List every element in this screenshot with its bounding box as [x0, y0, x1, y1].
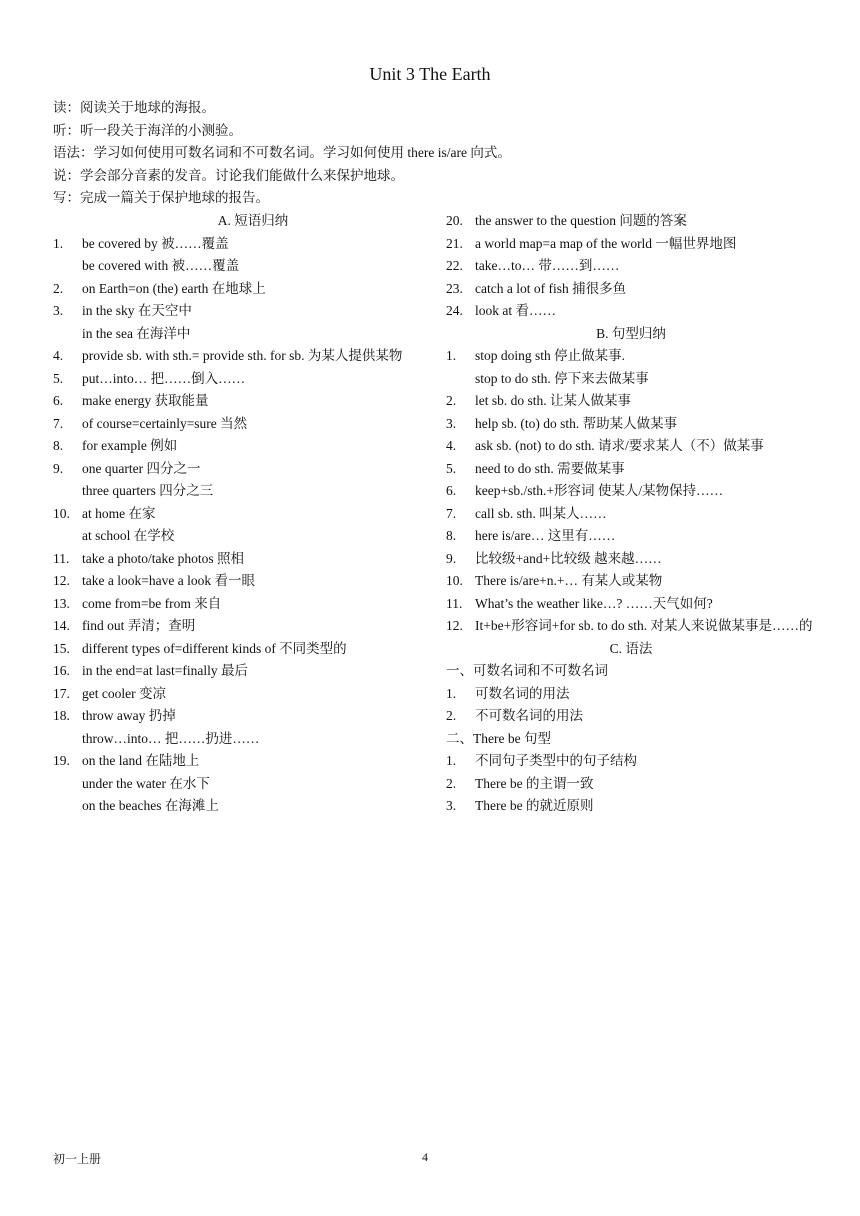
list-item	[446, 300, 816, 323]
list-item	[53, 480, 423, 503]
list-item	[446, 278, 816, 301]
item-number: 1.	[446, 348, 457, 363]
item-number: 7.	[53, 415, 64, 431]
item-number: 12.	[446, 618, 463, 633]
item-text: come from=be from 来自	[82, 595, 222, 611]
list-item	[446, 548, 816, 571]
item-text: throw…into… 把……扔进……	[82, 730, 260, 746]
list-item	[53, 773, 423, 796]
footer-book-label: 初一上册	[53, 1152, 102, 1166]
item-number: 1.	[53, 235, 64, 251]
item-text: one quarter 四分之一	[82, 460, 201, 476]
left-column	[53, 210, 423, 818]
list-item	[446, 705, 816, 728]
item-text: It+be+形容词+for sb. to do sth. 对某人来说做某事是……的	[475, 618, 813, 633]
item-text: take a look=have a look 看一眼	[82, 573, 255, 588]
list-item	[446, 480, 816, 503]
item-text: let sb. do sth. 让某人做某事	[475, 393, 632, 408]
item-number: 19.	[53, 753, 70, 768]
list-item	[446, 233, 816, 256]
list-item	[53, 278, 423, 301]
item-text: There be 的主谓一致	[475, 775, 594, 791]
item-text: 不可数名词的用法	[475, 708, 583, 723]
section-c-heading: C. 语法	[609, 640, 653, 656]
list-item	[53, 728, 423, 751]
item-number: 1.	[446, 753, 457, 768]
list-item	[446, 660, 816, 683]
list-item	[53, 750, 423, 773]
item-text: 不同句子类型中的句子结构	[475, 753, 637, 768]
list-item	[53, 368, 423, 391]
item-number: 2.	[446, 393, 457, 408]
item-text: 一、可数名词和不可数名词	[446, 663, 608, 678]
item-number: 11.	[53, 550, 70, 566]
list-item	[446, 683, 816, 706]
item-number: 21.	[446, 235, 463, 251]
item-text: There is/are+n.+… 有某人或某物	[475, 573, 663, 588]
list-item	[446, 255, 816, 278]
list-item	[53, 570, 423, 593]
section-a-heading: A. 短语归纳	[217, 213, 289, 228]
item-number: 18.	[53, 708, 70, 723]
item-number: 9.	[446, 550, 457, 566]
item-text: need to do sth. 需要做某事	[475, 460, 625, 476]
list-item	[53, 548, 423, 571]
item-text: a world map=a map of the world 一幅世界地图	[475, 235, 737, 251]
list-item	[446, 458, 816, 481]
list-item	[53, 413, 423, 436]
item-number: 3.	[53, 303, 64, 318]
item-text: keep+sb./sth.+形容词 使某人/某物保持……	[475, 483, 724, 498]
item-text: different types of=different kinds of 不同类型的	[82, 640, 347, 656]
list-item	[53, 345, 423, 368]
item-number: 22.	[446, 258, 463, 273]
item-text: 可数名词的用法	[475, 685, 570, 701]
item-number: 15.	[53, 640, 70, 656]
list-item	[446, 773, 816, 796]
item-text: stop to do sth. 停下来去做某事	[475, 370, 649, 386]
item-text: here is/are… 这里有……	[475, 528, 616, 543]
objective-reading: 读：阅读关于地球的海报。	[53, 100, 215, 115]
objective-listening: 听：听一段关于海洋的小测验。	[53, 122, 242, 138]
section-b-heading: B. 句型归纳	[596, 325, 666, 341]
list-item	[53, 525, 423, 548]
item-number: 4.	[446, 438, 457, 453]
list-item	[53, 255, 423, 278]
item-text: at home 在家	[82, 505, 156, 521]
right-column	[446, 210, 816, 818]
item-number: 17.	[53, 685, 70, 701]
item-text: call sb. sth. 叫某人……	[475, 505, 607, 521]
list-item	[53, 683, 423, 706]
item-number: 13.	[53, 595, 70, 611]
list-item	[53, 435, 423, 458]
item-number: 8.	[53, 438, 64, 453]
list-item	[53, 705, 423, 728]
item-text: be covered by 被……覆盖	[82, 235, 229, 251]
list-item	[446, 435, 816, 458]
item-number: 4.	[53, 348, 64, 363]
item-number: 10.	[53, 505, 70, 521]
list-item	[53, 458, 423, 481]
item-number: 12.	[53, 573, 70, 588]
item-number: 10.	[446, 573, 463, 588]
item-text: 二、There be 句型	[446, 730, 551, 746]
item-text: in the sea 在海洋中	[82, 325, 191, 341]
page-title: Unit 3 The Earth	[369, 64, 491, 84]
item-text: make energy 获取能量	[82, 393, 209, 408]
list-item	[53, 233, 423, 256]
list-item	[53, 593, 423, 616]
item-text: find out 弄清；查明	[82, 618, 196, 633]
objectives-list	[53, 97, 813, 210]
item-text: three quarters 四分之三	[82, 483, 214, 498]
list-item	[53, 795, 423, 818]
item-text: ask sb. (not) to do sth. 请求/要求某人（不）做某事	[475, 438, 764, 453]
list-item	[446, 750, 816, 773]
list-item	[446, 728, 816, 751]
list-item	[446, 345, 816, 368]
item-number: 20.	[446, 213, 463, 228]
list-item	[446, 525, 816, 548]
item-number: 1.	[446, 685, 457, 701]
item-text: be covered with 被……覆盖	[82, 258, 240, 273]
item-text: get cooler 变凉	[82, 685, 166, 701]
list-item	[53, 503, 423, 526]
page-number: 4	[422, 1150, 428, 1164]
list-item	[53, 390, 423, 413]
item-text: in the end=at last=finally 最后	[82, 663, 248, 678]
item-text: on the beaches 在海滩上	[82, 798, 219, 813]
list-item	[53, 615, 423, 638]
list-item	[446, 413, 816, 436]
item-text: look at 看……	[475, 303, 556, 318]
item-number: 8.	[446, 528, 457, 543]
item-number: 16.	[53, 663, 70, 678]
item-number: 2.	[446, 708, 457, 723]
list-item	[446, 593, 816, 616]
item-text: catch a lot of fish 捕很多鱼	[475, 280, 627, 296]
item-text: stop doing sth 停止做某事.	[475, 348, 626, 363]
list-item	[446, 570, 816, 593]
item-text: for example 例如	[82, 438, 178, 453]
item-number: 23.	[446, 280, 463, 296]
item-number: 7.	[446, 505, 457, 521]
item-text: on Earth=on (the) earth 在地球上	[82, 280, 266, 296]
item-text: throw away 扔掉	[82, 708, 176, 723]
item-text: 比较级+and+比较级 越来越……	[475, 550, 662, 566]
item-text: in the sky 在天空中	[82, 303, 192, 318]
item-text: take…to… 带……到……	[475, 258, 620, 273]
list-item	[446, 368, 816, 391]
list-item	[446, 210, 816, 233]
item-text: at school 在学校	[82, 528, 175, 543]
item-number: 24.	[446, 303, 463, 318]
item-text: help sb. (to) do sth. 帮助某人做某事	[475, 415, 678, 431]
item-text: provide sb. with sth.= provide sth. for sb. 为某人提供某物	[82, 348, 403, 363]
objective-writing: 写：完成一篇关于保护地球的报告。	[53, 190, 269, 205]
list-item	[446, 390, 816, 413]
item-number: 6.	[53, 393, 64, 408]
item-text: on the land 在陆地上	[82, 753, 200, 768]
list-item	[53, 300, 423, 323]
list-item	[446, 615, 816, 638]
list-item	[53, 323, 423, 346]
list-item	[53, 638, 423, 661]
item-number: 14.	[53, 618, 70, 633]
list-item	[446, 503, 816, 526]
item-number: 3.	[446, 798, 457, 813]
item-text: of course=certainly=sure 当然	[82, 415, 248, 431]
item-number: 6.	[446, 483, 457, 498]
item-number: 9.	[53, 460, 64, 476]
item-text: There be 的就近原则	[475, 798, 594, 813]
item-number: 5.	[53, 370, 64, 386]
item-text: What’s the weather like…? ……天气如何?	[475, 595, 713, 611]
item-number: 5.	[446, 460, 457, 476]
item-text: under the water 在水下	[82, 775, 210, 791]
item-number: 3.	[446, 415, 457, 431]
item-text: take a photo/take photos 照相	[82, 550, 244, 566]
list-item	[53, 660, 423, 683]
item-number: 2.	[446, 775, 457, 791]
list-item	[446, 795, 816, 818]
item-text: the answer to the question 问题的答案	[475, 213, 687, 228]
objective-grammar: 语法：学习如何使用可数名词和不可数名词。学习如何使用 there is/are 向式。	[53, 145, 511, 160]
item-number: 2.	[53, 280, 64, 296]
item-text: put…into… 把……倒入……	[82, 370, 246, 386]
item-number: 11.	[446, 595, 463, 611]
objective-speaking: 说：学会部分音素的发音。讨论我们能做什么来保护地球。	[53, 167, 404, 183]
